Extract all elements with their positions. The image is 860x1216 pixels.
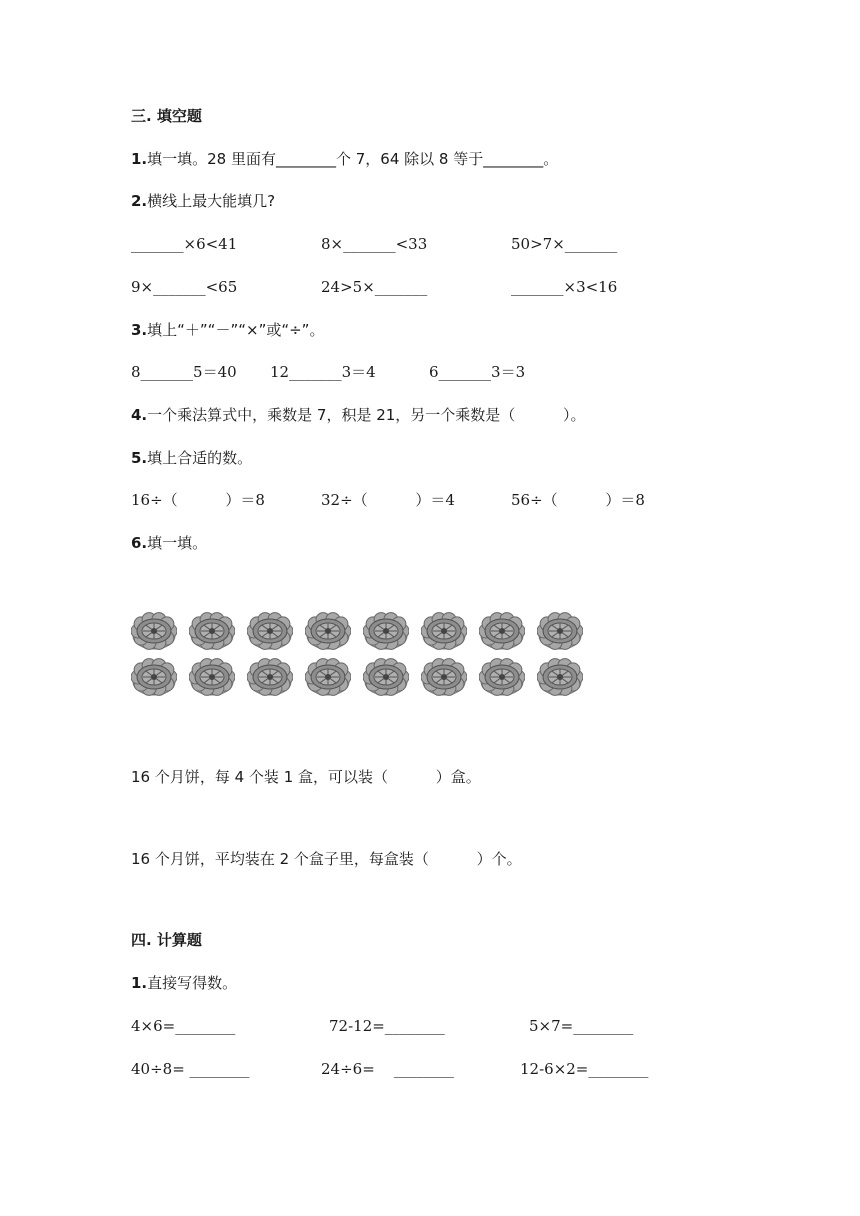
question-4 — [131, 405, 586, 425]
question-number: 6. — [131, 534, 148, 552]
blank-item: 6_______3＝3 — [429, 363, 526, 381]
mooncake-icon — [305, 658, 351, 698]
mooncake-icon — [537, 658, 583, 698]
blank-item: _______×3<16 — [511, 278, 618, 296]
blank-item: 12_______3＝4 — [270, 363, 376, 381]
question-text: 填上合适的数。 — [147, 449, 253, 467]
mooncake-icon — [421, 612, 467, 652]
question-5 — [131, 448, 252, 468]
calc-item: 72-12=________ — [329, 1017, 445, 1035]
question-number: 1. — [131, 974, 148, 992]
blank-item: 9×_______<65 — [131, 278, 238, 296]
question-text: 直接写得数。 — [147, 974, 238, 992]
mooncake-icon — [363, 658, 409, 698]
calc-item: 5×7=________ — [529, 1017, 634, 1035]
blank-item: 8_______5＝40 — [131, 363, 237, 381]
question-text: 一个乘法算式中，乘数是 7，积是 21，另一个乘数是（ ）。 — [147, 406, 586, 424]
mooncake-icon — [537, 612, 583, 652]
question-text: 横线上最大能填几? — [147, 192, 276, 210]
section-title-calculation: 四. 计算题 — [131, 931, 202, 949]
blank-item: _______×6<41 — [131, 235, 238, 253]
mooncake-icon — [479, 612, 525, 652]
calc-item: 4×6=________ — [131, 1017, 236, 1035]
question-text: 填上“＋”“－”“×”或“÷”。 — [147, 321, 325, 339]
blank-item: 50>7×_______ — [511, 235, 618, 253]
calc-item: 24÷6= ________ — [321, 1060, 454, 1078]
question-number: 5. — [131, 449, 148, 467]
mooncake-icon — [131, 612, 177, 652]
question-text: 填一填。28 里面有________个 7，64 除以 8 等于________。 — [147, 150, 559, 168]
blank-item: 8×_______<33 — [321, 235, 428, 253]
mooncake-icon — [247, 612, 293, 652]
calc-item: 40÷8= ________ — [131, 1060, 250, 1078]
section-title-fill-in: 三. 填空题 — [131, 107, 202, 125]
question-number: 4. — [131, 406, 148, 424]
question-number: 2. — [131, 192, 148, 210]
question-6-line-1: 16 个月饼，每 4 个装 1 盒，可以装（ ）盒。 — [131, 768, 481, 786]
mooncake-icon — [131, 658, 177, 698]
mooncake-icon — [363, 612, 409, 652]
question-3 — [131, 320, 324, 340]
question-6-line-2: 16 个月饼，平均装在 2 个盒子里，每盒装（ ）个。 — [131, 850, 522, 868]
question-2 — [131, 191, 275, 211]
mooncake-icon — [479, 658, 525, 698]
calc-item: 12-6×2=________ — [520, 1060, 649, 1078]
blank-item: 56÷（ ）＝8 — [511, 491, 645, 509]
question-calc-1 — [131, 973, 237, 993]
blank-item: 16÷（ ）＝8 — [131, 491, 265, 509]
question-1 — [131, 149, 558, 169]
mooncake-icon — [305, 612, 351, 652]
blank-item: 32÷（ ）＝4 — [321, 491, 455, 509]
question-number: 1. — [131, 150, 148, 168]
question-number: 3. — [131, 321, 148, 339]
mooncake-icon — [247, 658, 293, 698]
mooncake-icon — [189, 658, 235, 698]
blank-item: 24>5×_______ — [321, 278, 428, 296]
mooncake-icon — [189, 612, 235, 652]
question-6 — [131, 533, 207, 553]
question-text: 填一填。 — [147, 534, 208, 552]
mooncake-icon — [421, 658, 467, 698]
